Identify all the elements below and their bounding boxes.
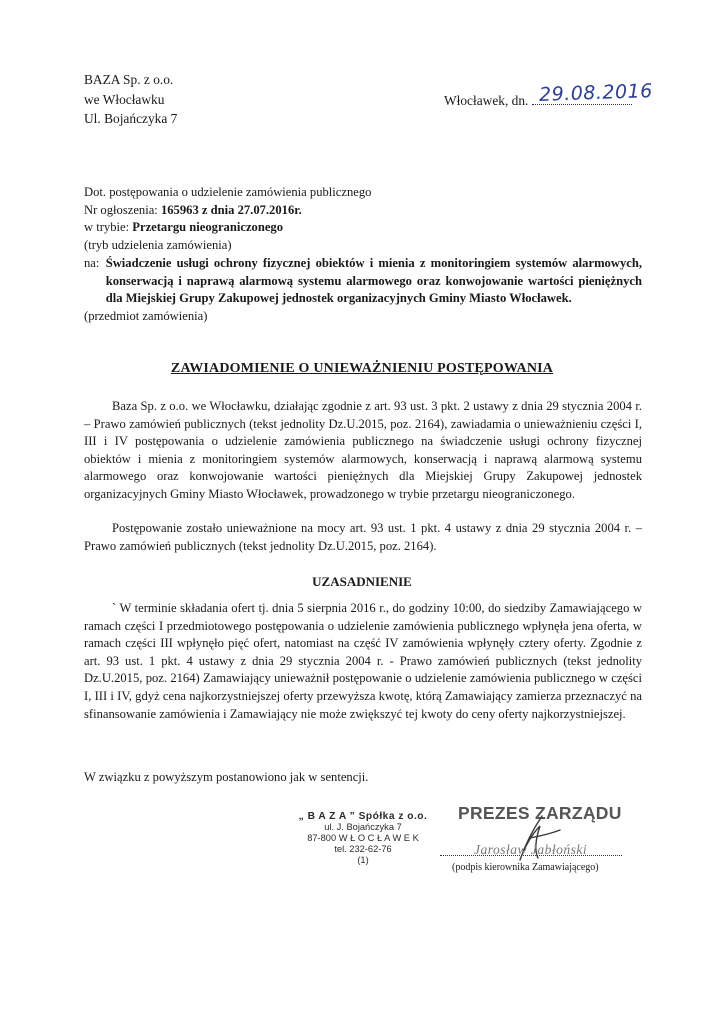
stamp-line-3: 87-800 W Ł O C Ł A W E K [307,833,419,843]
ref-nr-value: 165963 z dnia 27.07.2016r. [160,202,302,217]
sender-city: we Włocławku [84,91,165,107]
place-date-prefix: Włocławek, dn. [444,93,529,108]
handwritten-date: 29.08.2016 [538,80,654,106]
ref-subject-value: Świadczenie usługi ochrony fizycznej obiektów i mienia z monitoringiem systemów alarmowych, konserwacją i naprawą alarmową systemu alarmowego oraz konwojowanie wartości pieniężnych dla Miejskiej Grupy Zakupowej jednostek organizacyjnych Gminy Miasto Włocławek. [105,255,642,306]
prezes-stamp: PREZES ZARZĄDU [458,803,622,823]
reference-block [84,184,642,326]
paragraph-1 [84,398,642,504]
conclusion: W związku z powyższym postanowiono jak w sentencji. [84,770,369,784]
stamp-line-2: ul. J. Bojańczyka 7 [324,822,402,832]
stamp-line-4: tel. 232-62-76 [334,844,392,854]
stamp-line-1: „ B A Z A ” Spółka z o.o. [298,811,428,822]
ref-subject [84,255,642,308]
ref-dot: Dot. postępowania o udzielenie zamówienia publicznego [84,185,372,199]
paragraph-3 [84,600,642,723]
paragraph-3-text: ` W terminie składania ofert tj. dnia 5 sierpnia 2016 r., do godziny 10:00, do siedziby Zamawiającego w ramach części I przedmiotowego postępowania o udzielenie zamówienia publicznego wpłynęła jena oferta, w ramach części III wpłynęło pięć ofert, natomiast na część IV zamówienia wpłynęły cztery oferty. Zgodnie z art. 93 ust. 1 pkt. 4 ustawy z dnia 29 stycznia 2004 r. - Prawo zamówień publicznych (tekst jednolity Dz.U.2015, poz. 2164) Zamawiający unieważnił postępowanie o udzielenie zamówienia publicznego w części I, III i IV, gdyż cena najkorzystniejszej oferty przewyższa kwotę, którą Zamawiający zamierza przeznaczyć na sfinansowanie zamówienia i Zamawiający nie może zwiększyć tej kwoty do ceny oferty najkorzystniejszej. [84,601,642,721]
ref-mode [84,219,642,237]
sender-company: BAZA Sp. z o.o. [84,72,174,87]
sender-street: Ul. Bojańczyka 7 [84,111,178,126]
paragraph-2 [84,520,642,555]
document-title: ZAWIADOMIENIE O UNIEWAŻNIENIU POSTĘPOWANIA [170,361,554,376]
company-stamp [288,811,438,866]
ref-mode-label: w trybie: [84,220,130,235]
signature-caption: (podpis kierownika Zamawiającego) [452,862,599,873]
ref-subject-label: na: [84,255,100,270]
ref-mode-note: (tryb udzielenia zamówienia) [84,238,232,253]
paragraph-1-text: Baza Sp. z o.o. we Włocławku, działając zgodnie z art. 93 ust. 3 pkt. 2 ustawy z dnia 29 stycznia 2004 r. – Prawo zamówień publicznych (tekst jednolity Dz.U.2015, poz. 2164), zawiadamia o unieważnieniu części I, III i IV postępowania o udzielenie zamówienia publicznego na świadczenie usługi ochrony fizycznej obiektów i mienia z monitoringiem systemów alarmowych, konserwacją i naprawą alarmową systemu alarmowego oraz konwojowanie wartości pieniężnych dla Miejskiej Grupy Zakupowej jednostek organizacyjnych Gminy Miasto Włocławek, prowadzonego w trybie przetargu nieograniczonego. [84,399,642,501]
ref-nr [84,202,642,220]
paragraph-2-text: Postępowanie zostało unieważnione na mocy art. 93 ust. 1 pkt. 4 ustawy z dnia 29 stycznia 2004 r. – Prawo zamówień publicznych (tekst jednolity Dz.U.2015, poz. 2164). [84,521,642,553]
stamp-line-5: (1) [357,855,369,865]
justification-heading: UZASADNIENIE [312,574,412,589]
ref-nr-label: Nr ogłoszenia: [84,202,158,217]
ref-mode-value: Przetargu nieograniczonego [132,220,284,235]
ref-subject-note: (przedmiot zamówienia) [84,308,208,323]
signature-name-stamp: Jarosław Jabłoński [474,842,588,857]
sender-address [84,70,177,129]
